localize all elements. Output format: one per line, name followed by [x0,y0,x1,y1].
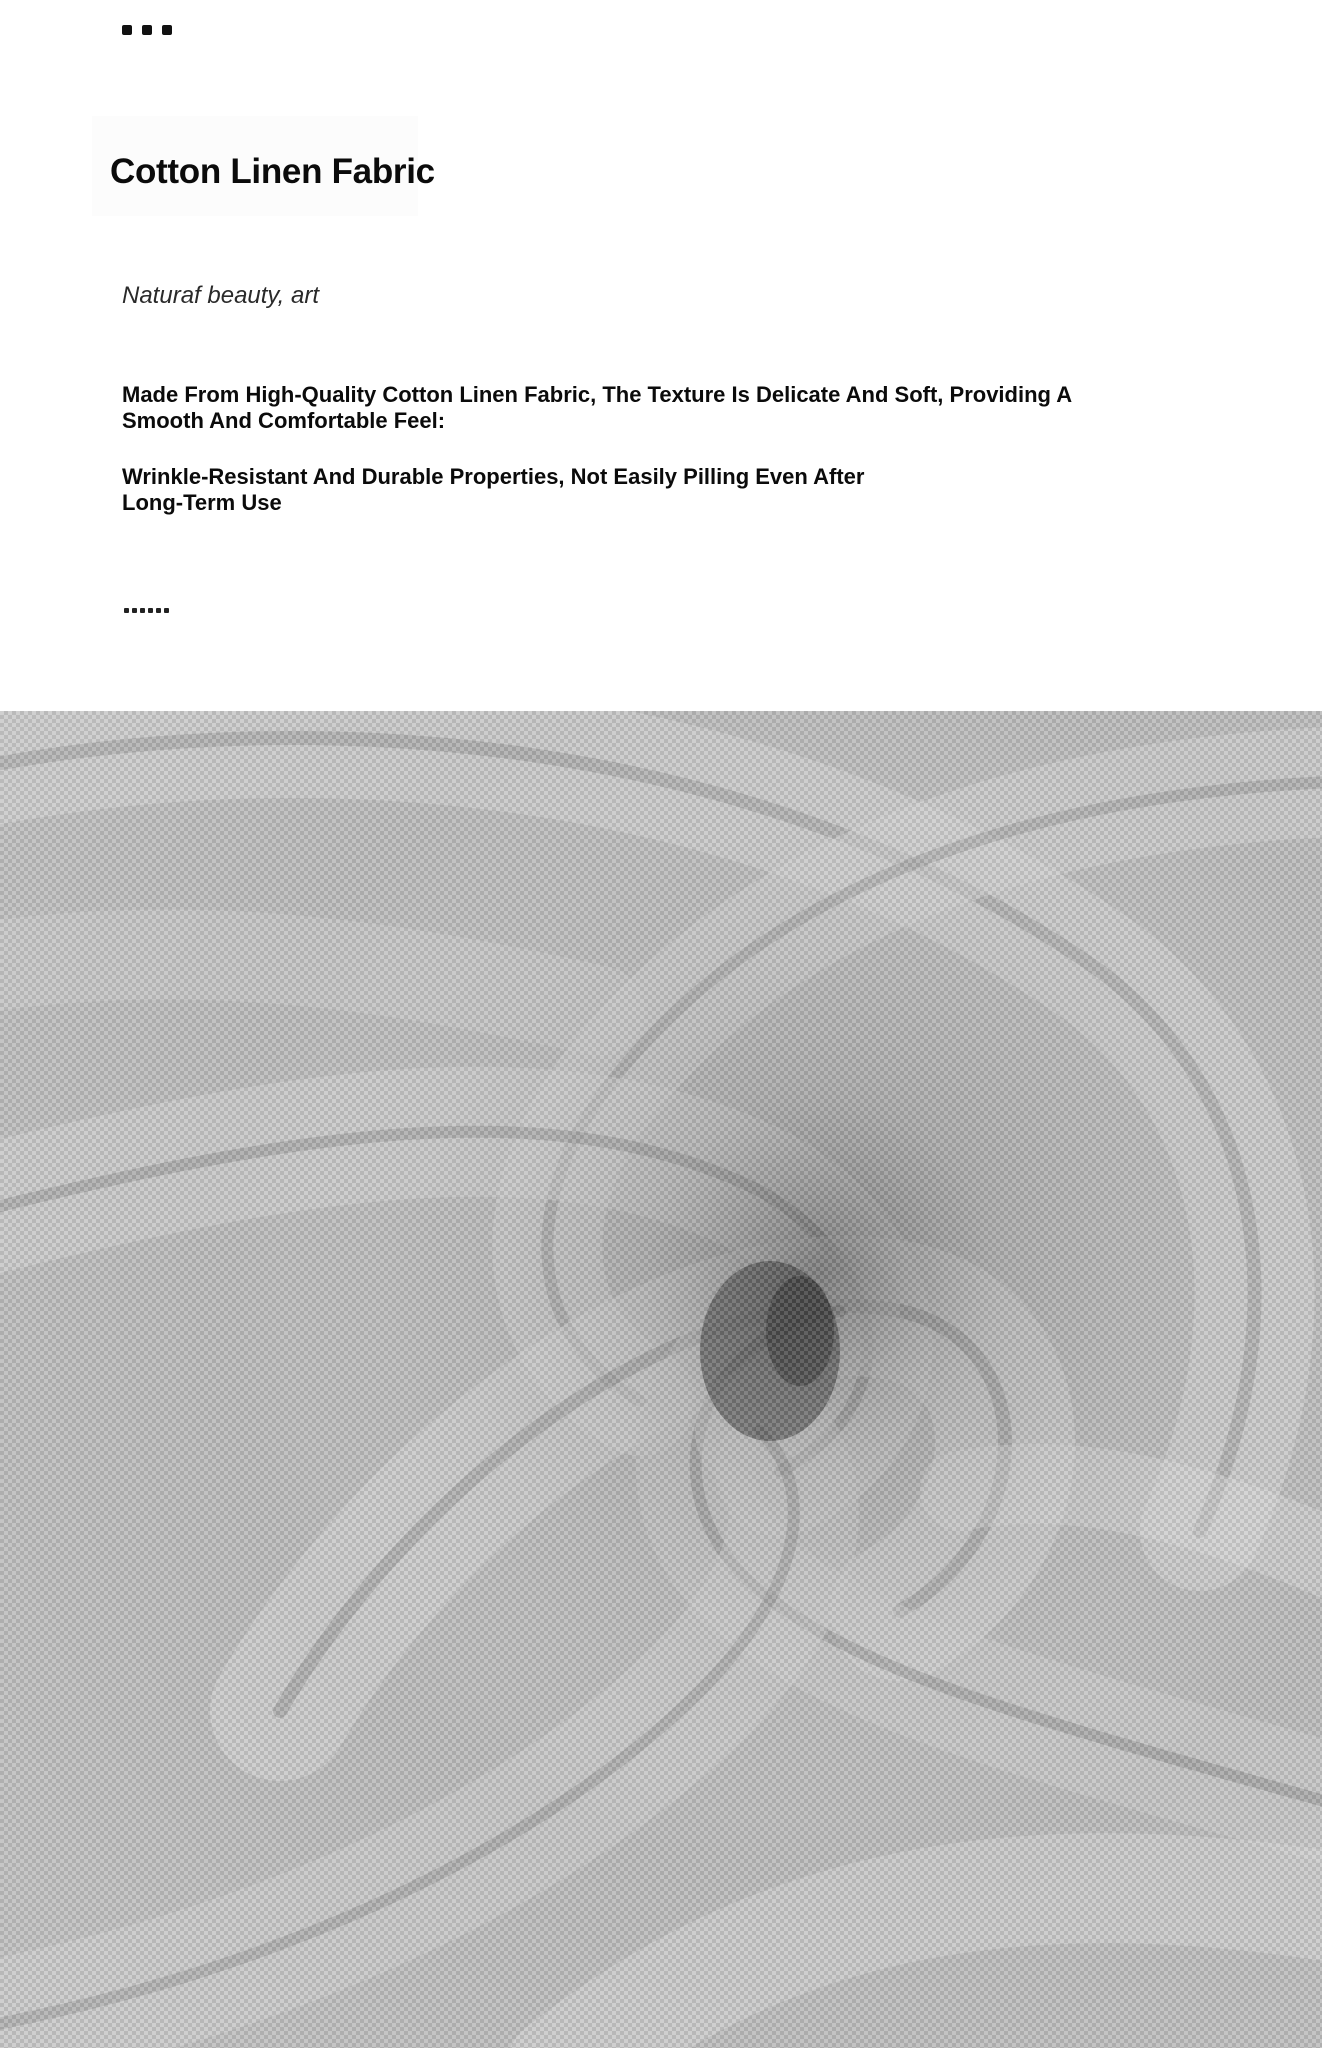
dot [124,608,129,613]
dots-icon [124,608,169,613]
dot [122,25,132,35]
fabric-swirl-image [0,711,1322,2048]
dot [142,25,152,35]
ellipsis-icon [122,25,172,35]
page-subtitle: Naturaf beauty, art [122,282,319,309]
feature-paragraph-softness: Made From High-Quality Cotton Linen Fabric, The Texture Is Delicate And Soft, Providing A Smooth And Comfortable Feel: [122,382,1072,433]
page-title: Cotton Linen Fabric [110,152,435,191]
dot [162,25,172,35]
dot [156,608,161,613]
feature-paragraph-durability: Wrinkle-Resistant And Durable Properties, Not Easily Pilling Even After Long-Term Use [122,464,865,515]
dot [132,608,137,613]
dot [140,608,145,613]
dot [148,608,153,613]
fabric-photo [0,711,1322,2048]
dot [164,608,169,613]
title-block [92,116,435,216]
